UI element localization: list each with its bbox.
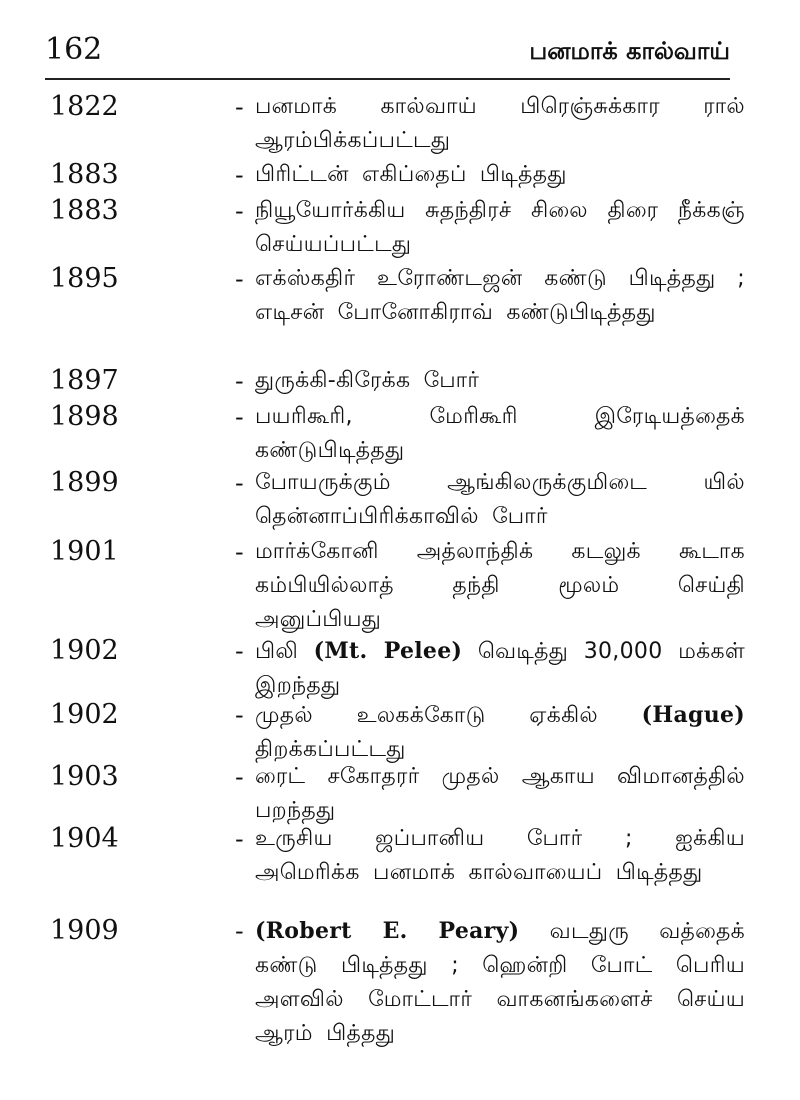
entry-year: 1883 [50, 195, 119, 226]
entry-text: உருசிய ஜப்பானிய போர் ; ஐக்கிய அமெரிக்க பனமாக் கால்வாயைப் பிடித்தது [255, 826, 745, 885]
entry-text-part: பிலி [255, 639, 314, 664]
entry-text [255, 914, 745, 1051]
page-number: 162 [45, 32, 103, 67]
entry-text [255, 698, 745, 767]
entry-dash: - [235, 469, 244, 497]
entry-dash: - [235, 538, 244, 566]
entry-dash: - [235, 917, 244, 945]
entry-dash: - [235, 825, 244, 853]
entry-text-part: வெடித்து 30,000 மக்கள் இறந்தது [255, 639, 745, 698]
entry-dash: - [235, 197, 244, 225]
entry-year: 1902 [50, 635, 119, 666]
entry-text-latin: (Robert E. Peary) [255, 918, 520, 944]
entry-text: துருக்கி-கிரேக்க போர் [255, 368, 480, 393]
entry-dash: - [235, 93, 244, 121]
entry-year: 1904 [50, 823, 119, 854]
entry-text: பிரிட்டன் எகிப்தைப் பிடித்தது [255, 162, 567, 187]
entry-year: 1902 [50, 699, 119, 730]
entry-dash: - [235, 265, 244, 293]
entry-dash: - [235, 701, 244, 729]
entry-year: 1899 [50, 467, 119, 498]
running-head: பனமாக் கால்வாய் [529, 37, 730, 65]
entry-text: எக்ஸ்கதிர் உரோண்டஜன் கண்டு பிடித்தது ; எடிசன் போனோகிராவ் கண்டுபிடித்தது [255, 266, 745, 325]
entry-year: 1901 [50, 536, 119, 567]
entry-text-latin: (Mt. Pelee) [313, 638, 463, 664]
entry-text: போயருக்கும் ஆங்கிலருக்குமிடை யில் தென்னாப்பிரிக்காவில் போர் [255, 470, 745, 529]
page-header [45, 30, 730, 80]
entry-year: 1903 [50, 761, 119, 792]
entry-text-part: முதல் உலகக்கோடு ஏக்கில் [255, 703, 642, 728]
entry-text-latin: (Hague) [641, 702, 745, 728]
entry-text-part: வடதுரு வத்தைக் கண்டு பிடித்தது ; ஹென்றி போட் பெரிய அளவில் மோட்டார் வாகனங்களைச் செய்ய ஆரம் பித்தது [255, 919, 745, 1046]
entry-year: 1909 [50, 915, 119, 946]
entry-text-part: திறக்கப்பட்டது [255, 737, 406, 762]
entry-dash: - [235, 161, 244, 189]
entry-text [255, 634, 745, 703]
entry-text: ரைட் சகோதரர் முதல் ஆகாய விமானத்தில் பறந்தது [255, 764, 745, 823]
entry-dash: - [235, 637, 244, 665]
entry-text: பனமாக் கால்வாய் பிரெஞ்சுக்கார ரால் ஆரம்பிக்கப்பட்டது [255, 94, 745, 153]
entry-text: மார்க்கோனி அத்லாந்திக் கடலுக் கூடாக கம்பியில்லாத் தந்தி மூலம் செய்தி அனுப்பியது [255, 539, 745, 632]
entry-dash: - [235, 403, 244, 431]
entry-year: 1822 [50, 91, 119, 122]
entry-text: நியூயோர்க்கிய சுதந்திரச் சிலை திரை நீக்கஞ் செய்யப்பட்டது [255, 198, 745, 257]
entry-year: 1883 [50, 159, 119, 190]
entry-year: 1897 [50, 365, 119, 396]
entry-year: 1895 [50, 263, 119, 294]
entry-year: 1898 [50, 401, 119, 432]
entry-text: பயரிகூரி, மேரிகூரி இரேடியத்தைக் கண்டுபிடித்தது [255, 404, 745, 463]
entry-dash: - [235, 367, 244, 395]
entry-dash: - [235, 763, 244, 791]
